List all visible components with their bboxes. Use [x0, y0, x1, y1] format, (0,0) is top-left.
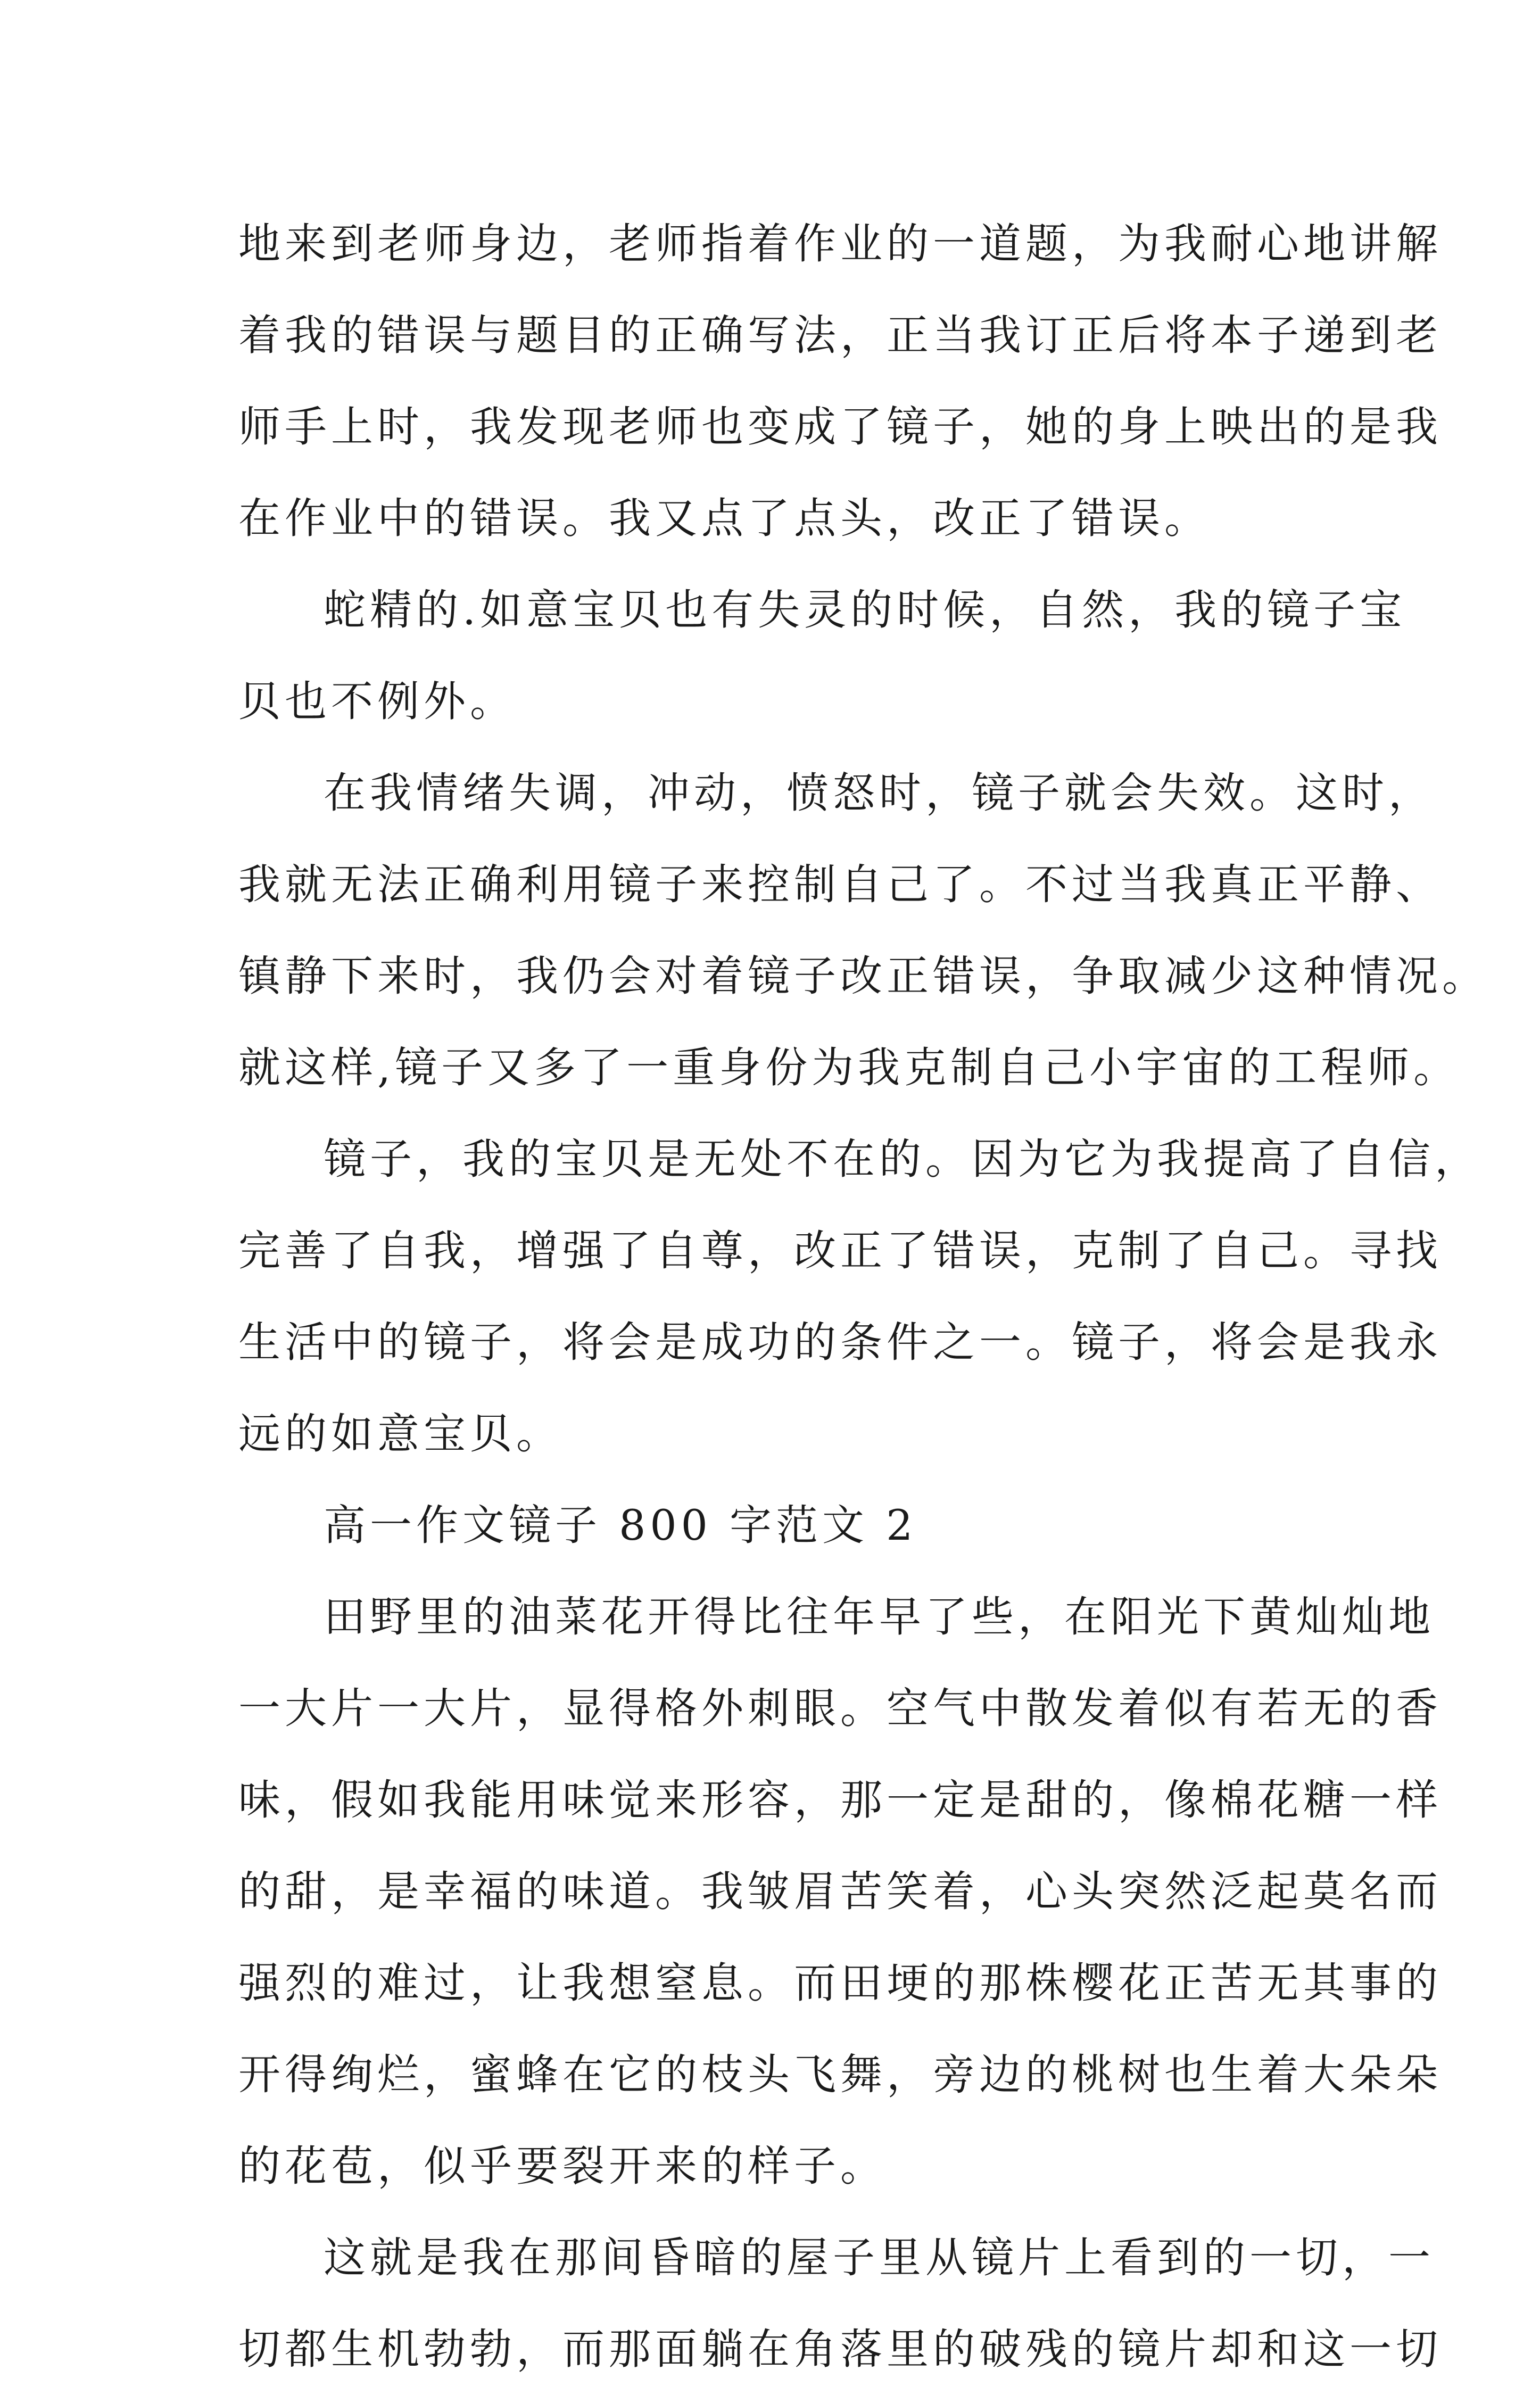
text-line: 远的如意宝贝。	[238, 1409, 562, 1458]
text-line: 的甜，是幸福的味道。我皱眉苦笑着，心头突然泛起莫名而	[238, 1867, 1442, 1916]
text-line: 着我的错误与题目的正确写法，正当我订正后将本子递到老	[238, 311, 1442, 360]
text-line: 味，假如我能用味觉来形容，那一定是甜的，像棉花糖一样	[238, 1775, 1442, 1824]
text-line: 就这样,镜子又多了一重身份为我克制自己小宇宙的工程师。	[238, 1043, 1460, 1092]
text-line: 师手上时，我发现老师也变成了镜子，她的身上映出的是我	[238, 402, 1442, 451]
text-line: 贝也不例外。	[238, 677, 516, 726]
text-line: 这就是我在那间昏暗的屋子里从镜片上看到的一切，一	[324, 2233, 1435, 2282]
text-line: 田野里的油菜花开得比往年早了些，在阳光下黄灿灿地	[324, 1592, 1435, 1641]
text-line: 一大片一大片，显得格外刺眼。空气中散发着似有若无的香	[238, 1684, 1442, 1733]
text-line: 强烈的难过，让我想窒息。而田埂的那株樱花正苦无其事的	[238, 1959, 1442, 2008]
document-body	[238, 198, 1488, 2395]
text-line: 我就无法正确利用镜子来控制自己了。不过当我真正平静、	[238, 860, 1442, 909]
text-line: 高一作文镜子 800 字范文 2	[324, 1501, 917, 1550]
text-line: 切都生机勃勃，而那面躺在角落里的破残的镜片却和这一切	[238, 2325, 1442, 2374]
text-line: 在我情绪失调，冲动，愤怒时，镜子就会失效。这时，	[324, 769, 1435, 817]
text-line: 完善了自我，增强了自尊，改正了错误，克制了自己。寻找	[238, 1226, 1442, 1275]
text-line: 的花苞，似乎要裂开来的样子。	[238, 2142, 887, 2191]
text-line: 镇静下来时，我仍会对着镜子改正错误，争取减少这种情况。	[238, 952, 1488, 1001]
text-line: 开得绚烂，蜜蜂在它的枝头飞舞，旁边的桃树也生着大朵朵	[238, 2050, 1442, 2099]
text-line: 生活中的镜子，将会是成功的条件之一。镜子，将会是我永	[238, 1318, 1442, 1367]
text-line: 地来到老师身边，老师指着作业的一道题，为我耐心地讲解	[238, 219, 1442, 268]
text-line: 蛇精的.如意宝贝也有失灵的时候，自然，我的镜子宝	[324, 585, 1406, 634]
text-line: 在作业中的错误。我又点了点头，改正了错误。	[238, 494, 1211, 543]
text-line: 镜子，我的宝贝是无处不在的。因为它为我提高了自信，	[324, 1135, 1481, 1184]
